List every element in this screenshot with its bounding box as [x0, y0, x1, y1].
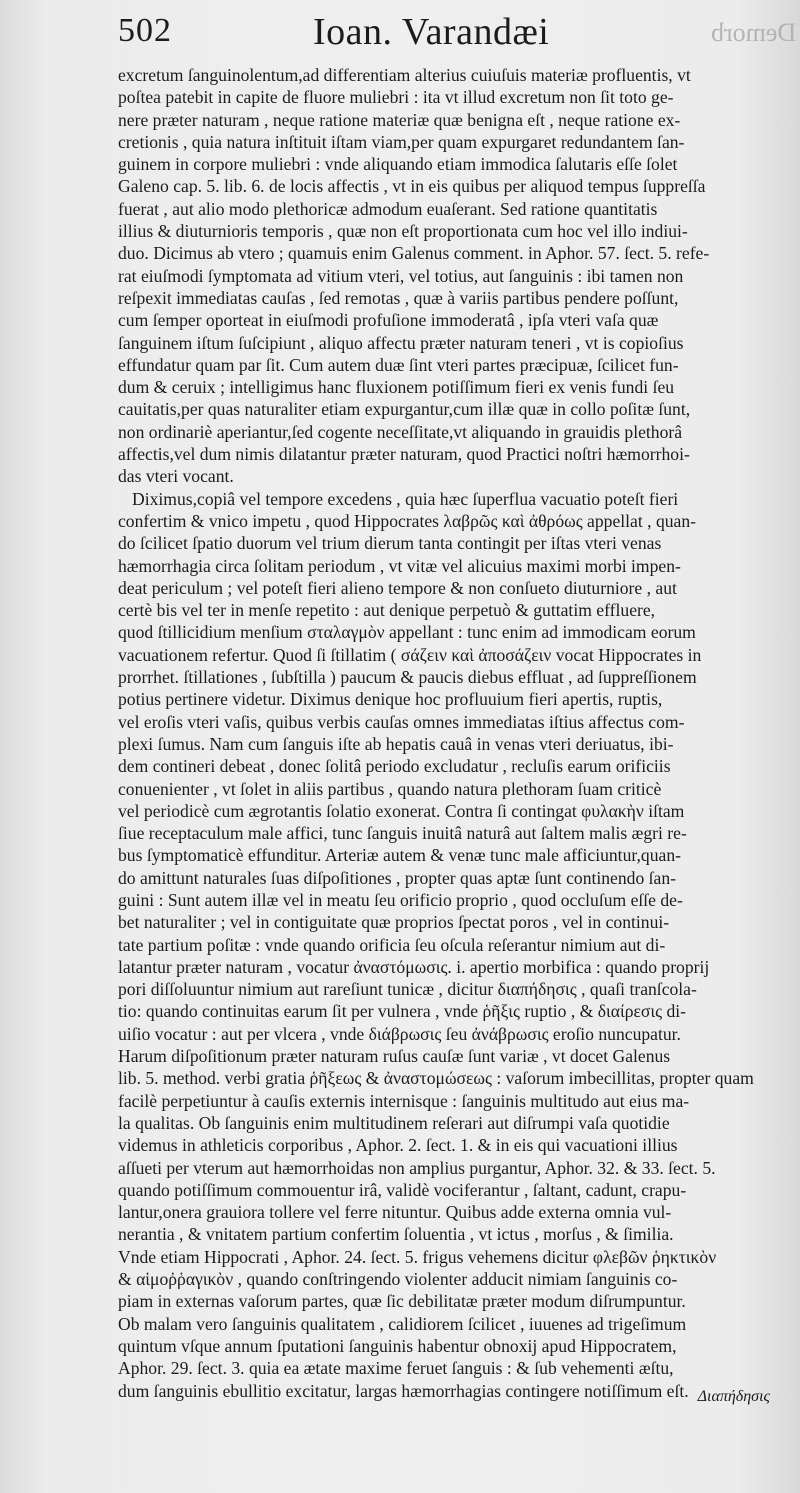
page-number: 502: [118, 12, 172, 49]
text-line: dem contineri debeat , donec ſolitâ periodo excludatur , recluſis earum orificiis: [118, 756, 671, 777]
text-line: plexi ſumus. Nam cum ſanguis iſte ab hepatis cauâ in venas vteri deriuatus, ibi-: [118, 733, 674, 754]
text-line: potius pertinere videtur. Diximus denique hoc profluuium fieri apertis, ruptis,: [118, 689, 663, 710]
text-line: dum & ceruix ; intelligimus hanc fluxionem potiſſimum fieri ex venis fundi ſeu: [118, 377, 675, 398]
text-line: dum ſanguinis ebullitio excitatur, largas hæmorrhagias contingere notiſſimum eſt.: [118, 1380, 689, 1401]
text-line: videmus in athleticis corporibus , Aphor. 2. ſect. 1. & in eis qui vacuationi illius: [118, 1135, 678, 1156]
text-line: cretionis , quia natura inſtituit iſtam viam,per quam expurgaret redundantem ſan-: [118, 131, 685, 152]
text-line: affectis,vel dum nimis dilatantur præter naturam, quod Practici noſtri hæmorrhoi-: [118, 444, 690, 465]
text-line: tio: quando continuitas earum ſit per vulnera , vnde ῥῆξις ruptio , & διαίρεσις di-: [118, 1001, 686, 1022]
running-title: Ioan. Varandæi: [313, 11, 550, 53]
text-line: cum ſemper oporteat in eiuſmodi profuſione immoderatâ , ipſa vteri vaſa quæ: [118, 310, 659, 331]
text-line: ſiue receptaculum male affici, tunc ſanguis inuitâ naturâ aut ſaltem malis ægri re-: [118, 823, 687, 844]
text-line: poſtea patebit in capite de fluore muliebri : ita vt illud excretum non ſit toto ge-: [118, 87, 674, 108]
text-line: conuenienter , vt ſolet in aliis partibus , quando natura plethoram ſuam criticè: [118, 778, 662, 799]
text-line: & αἱμοῤῥαγικὸν , quando conſtringendo violenter adducit nimiam ſanguinis co-: [118, 1269, 678, 1290]
text-line: Ob malam vero ſanguinis qualitatem , calidiorem ſcilicet , iuuenes ad trigeſimum: [118, 1313, 687, 1334]
text-line: aſſueti per vterum aut hæmorrhoidas non amplius purgantur, Aphor. 32. & 33. ſect. 5.: [118, 1157, 716, 1178]
text-line: rat eiuſmodi ſymptomata ad vitium vteri, vel totius, aut ſanguinis : ibi tamen non: [118, 265, 684, 286]
text-line: confertim & vnico impetu , quod Hippocrates λαβρῶς καὶ ἀθρόως appellat , quan-: [118, 510, 696, 531]
text-line: latantur præter naturam , vocatur ἀναστόμωσις. i. apertio morbifica : quando proprij: [118, 956, 710, 977]
text-line: lantur,onera grauiora tollere vel ferre nituntur. Quibus adde externa omnia vul-: [118, 1202, 672, 1223]
text-line: quando potiſſimum commouentur irâ, validè vociferantur , ſaltant, cadunt, crapu-: [118, 1179, 687, 1200]
text-line: tate partium poſitæ : vnde quando orificia ſeu oſcula reſerantur nimium aut di-: [118, 934, 666, 955]
text-line: prorrhet. ſtillationes , ſubſtilla ) paucum & paucis diebus effluat , ad ſuppreſſionem: [118, 667, 697, 688]
text-line: Aphor. 29. ſect. 3. quia ea ætate maxime feruet ſanguis : & ſub vehementi æſtu,: [118, 1358, 674, 1379]
text-line: facilè perpetiuntur à cauſis externis internisque : ſanguinis multitudo aut eius ma-: [118, 1090, 690, 1111]
text-line: illius & diuturnioris temporis , quæ non eſt proportionata cum hoc vel illo indiui-: [118, 221, 688, 242]
catchword: Διαπήδησις: [697, 1388, 770, 1405]
text-line: vel periodicè cum ægrotantis ſolatio exonerat. Contra ſi contingat φυλακὴν iſtam: [118, 800, 685, 821]
text-line: Vnde etiam Hippocrati , Aphor. 24. ſect. 5. frigus vehemens dicitur φλεβῶν ῥηκτικὸν: [118, 1246, 717, 1267]
text-line: uiſio vocatur : aut per vlcera , vnde διάβρωσις ſeu ἀνάβρωσις eroſio nuncupatur.: [118, 1023, 681, 1044]
body-text: [118, 64, 766, 1402]
text-line: excretum ſanguinolentum,ad differentiam alterius cuiuſuis materiæ profluentis, vt: [118, 65, 691, 85]
text-line: deat periculum ; vel poteſt fieri alieno tempore & non conſueto diuturniore , aut: [118, 577, 677, 598]
text-line: non ordinariè aperiantur,ſed cogente neceſſitate,vt aliquando in grauidis plethorâ: [118, 421, 683, 442]
text-line: hæmorrhagia circa ſolitam periodum , vt vitæ vel alicuius maximi morbi impen-: [118, 555, 681, 576]
text-line: la qualitas. Ob ſanguinis enim multitudinem reſerari aut diſrumpi vaſa quotidie: [118, 1112, 670, 1133]
text-line: certè bis vel ter in menſe repetito : aut denique perpetuò & guttatim effluere,: [118, 600, 656, 621]
text-line: do amittunt naturales ſuas diſpoſitiones , propter quas aptæ ſunt continendo ſan-: [118, 867, 677, 888]
text-line: bet naturaliter ; vel in contiguitate quæ proprios ſpectat poros , vel in continui-: [118, 912, 670, 933]
text-line: lib. 5. method. verbi gratia ῥῆξεως & ἀναστομώσεως : vaſorum imbecillitas, propter quam: [118, 1068, 754, 1089]
text-line: piam in externas vaſorum partes, quæ ſic debilitatæ præter modum diſrumpuntur.: [118, 1291, 686, 1312]
page-header: [118, 6, 758, 62]
text-line: quintum vſque annum ſputationi ſanguinis habentur obnoxij apud Hippocratem,: [118, 1335, 677, 1356]
text-line: pori diſſoluuntur nimium aut rareſiunt tunicæ , dicitur διαπήδησις , quaſi tranſcola-: [118, 979, 697, 1000]
text-line: Diximus,copiâ vel tempore excedens , quia hæc ſuperflua vacuatio poteſt fieri: [132, 488, 679, 509]
text-line: quod ſtillicidium menſium σταλαγμὸν appellant : tunc enim ad immodicam eorum: [118, 622, 696, 643]
text-line: guinem in corpore muliebri : vnde aliquando etiam immodica ſalutaris eſſe ſolet: [118, 154, 678, 175]
text-line: fuerat , aut alio modo plethoricæ admodum euaſerant. Sed ratione quantitatis: [118, 198, 658, 219]
text-line: bus ſymptomaticè effunditur. Arteriæ autem & venæ tunc male afficiuntur,quan-: [118, 845, 681, 866]
text-line: nerantia , & vnitatem partium confertim ſoluentia , vt ictus , morſus , & ſimilia.: [118, 1224, 674, 1245]
text-line: das vteri vocant.: [118, 466, 234, 487]
text-line: Harum diſpoſitionum præter naturam ruſus cauſæ ſunt variæ , vt docet Galenus: [118, 1046, 671, 1067]
text-line: vel eroſis vteri vaſis, quibus verbis cauſas omnes immediatas iſtius affectus com-: [118, 711, 685, 732]
text-line: duo. Dicimus ab vtero ; quamuis enim Galenus comment. in Aphor. 57. ſect. 5. refe-: [118, 243, 710, 264]
text-line: do ſcilicet ſpatio duorum vel trium dierum tanta contingit per iſtas vteri venas: [118, 533, 662, 554]
text-line: nere præter naturam , neque ratione materiæ quæ benigna eſt , neque ratione ex-: [118, 109, 681, 130]
bleed-through-text: Demorb: [710, 18, 796, 47]
text-line: guini : Sunt autem illæ vel in meatu ſeu orificio proprio , quod occluſum eſſe de-: [118, 889, 683, 910]
text-line: Galeno cap. 5. lib. 6. de locis affectis , vt in eis quibus per aliquod tempus ſuppreſſa: [118, 176, 706, 197]
text-line: vacuationem refertur. Quod ſi ſtillatim ( σάζειν καὶ ἀποσάζειν vocat Hippocrates in: [118, 644, 702, 665]
text-line: cauitatis,per quas naturaliter etiam expurgantur,cum illæ quæ in collo poſitæ ſunt,: [118, 399, 691, 420]
text-line: reſpexit immediatas cauſas , ſed remotas , quæ à variis partibus pendere poſſunt,: [118, 287, 679, 308]
text-line: effundatur quam par ſit. Cum autem duæ ſint vteri partes præcipuæ, ſcilicet fun-: [118, 354, 679, 375]
text-line: ſanguinem iſtum ſuſcipiunt , aliquo affectu præter naturam teneri , vt is copioſius: [118, 332, 684, 353]
